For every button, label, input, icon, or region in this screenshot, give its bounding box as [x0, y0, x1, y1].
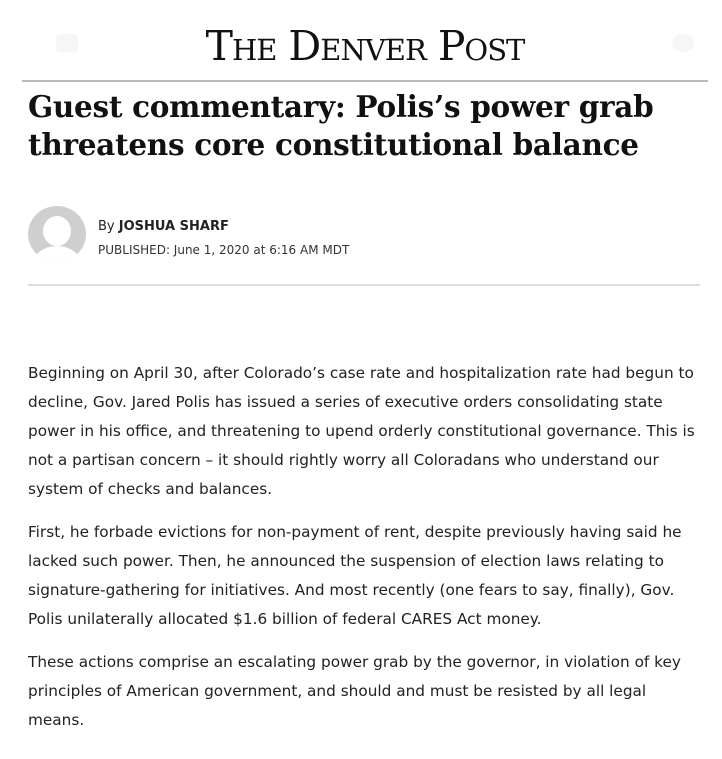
article-paragraph-2: First, he forbade evictions for non-payment of rent, despite previously having said he lacked such power. Then, he announced the suspension of election laws relating to signature-gathering for initiatives. And most recently (one fears to say, finally), Gov. Polis unilaterally allocated $1.6 billion of federal CARES Act money. — [28, 523, 682, 628]
masthead — [22, 0, 708, 82]
site-logo[interactable]: The Denver Post — [205, 22, 525, 70]
article-paragraph-1: Beginning on April 30, after Colorado’s case rate and hospitalization rate had begun to decline, Gov. Jared Polis has issued a series of executive orders consolidating state power in his office, and threatening to upend orderly constitutional governance. This is not a partisan concern – it should rightly worry all Coloradans who understand our system of checks and balances. — [28, 364, 695, 498]
article-body — [28, 359, 700, 749]
author-link[interactable]: JOSHUA SHARF — [118, 219, 229, 234]
article-headline: Guest commentary: Polis’s power grab threatens core constitutional balance — [28, 89, 654, 162]
author-avatar — [28, 206, 86, 262]
byline — [98, 218, 229, 236]
article-paragraph-3: These actions comprise an escalating power grab by the governor, in violation of key principles of American government, and should and must be resisted by all legal means. — [28, 653, 681, 729]
avatar-head-shape — [43, 216, 71, 246]
byline-section — [28, 206, 700, 264]
avatar-shoulders-shape — [32, 246, 82, 262]
account-icon[interactable] — [672, 34, 694, 52]
byline-prefix: By — [98, 219, 115, 234]
byline-divider — [28, 284, 700, 286]
published-date: PUBLISHED: June 1, 2020 at 6:16 AM MDT — [98, 243, 350, 257]
